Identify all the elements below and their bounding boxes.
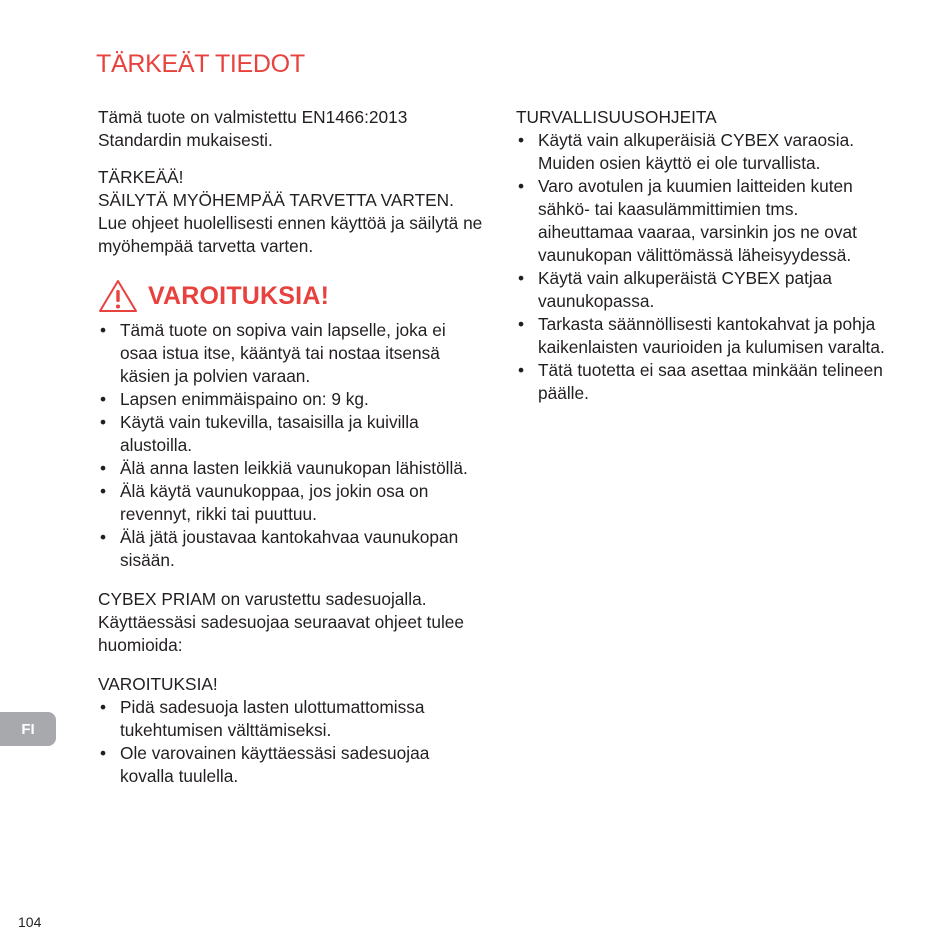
keep-label: SÄILYTÄ MYÖHEMPÄÄ TARVETTA VARTEN. — [98, 190, 454, 210]
rain-warning-item: • Pidä sadesuoja lasten ulottumattomissa tukehtumisen välttämiseksi. — [98, 696, 483, 742]
left-column — [98, 106, 483, 788]
warning-item: • Älä käytä vaunukoppaa, jos jokin osa on revennyt, rikki tai puuttuu. — [98, 480, 483, 526]
safety-item: • Käytä vain alkuperäistä CYBEX patjaa vaunukopassa. — [516, 267, 896, 313]
safety-heading: TURVALLISUUSOHJEITA — [516, 107, 717, 127]
rain-cover-intro: CYBEX PRIAM on varustettu sadesuojalla. Käyttäessäsi sadesuojaa seuraavat ohjeet tulee huomioida: — [98, 589, 465, 655]
safety-item: • Käytä vain alkuperäisiä CYBEX varaosia. Muiden osien käyttö ei ole turvallista. — [516, 129, 896, 175]
warning-item: • Lapsen enimmäispaino on: 9 kg. — [98, 388, 483, 411]
rain-warnings-list — [98, 696, 483, 788]
warning-item: • Käytä vain tukevilla, tasaisilla ja kuivilla alustoilla. — [98, 411, 483, 457]
page-number: 104 — [18, 914, 42, 930]
page-title: TÄRKEÄT TIEDOT — [96, 50, 305, 78]
warning-item: • Älä anna lasten leikkiä vaunukopan lähistöllä. — [98, 457, 483, 480]
intro-text: Tämä tuote on valmistettu EN1466:2013 Standardin mukaisesti. — [98, 107, 408, 150]
important-label: TÄRKEÄÄ! — [98, 167, 184, 187]
language-tab: FI — [0, 712, 56, 746]
warning-triangle-icon — [98, 279, 138, 313]
rain-warning-heading: VAROITUKSIA! — [98, 674, 218, 694]
safety-item: • Varo avotulen ja kuumien laitteiden kuten sähkö- tai kaasulämmittimien tms. aiheuttamaa vaaraa, varsinkin jos ne ovat vaunukopan välittömässä läheisyydessä. — [516, 175, 896, 267]
warning-item: • Älä jätä joustavaa kantokahvaa vaunukopan sisään. — [98, 526, 483, 572]
right-column — [516, 106, 896, 405]
rain-warning-item: • Ole varovainen käyttäessäsi sadesuojaa kovalla tuulella. — [98, 742, 483, 788]
warning-heading — [98, 279, 483, 313]
read-instructions: Lue ohjeet huolellisesti ennen käyttöä ja säilytä ne myöhempää tarvetta varten. — [98, 213, 483, 256]
safety-item: • Tätä tuotetta ei saa asettaa minkään telineen päälle. — [516, 359, 896, 405]
warning-heading-text: VAROITUKSIA! — [148, 281, 330, 310]
safety-item: • Tarkasta säännöllisesti kantokahvat ja pohja kaikenlaisten vaurioiden ja kulumisen varalta. — [516, 313, 896, 359]
warning-item: • Tämä tuote on sopiva vain lapselle, joka ei osaa istua itse, kääntyä tai nostaa itsensä käsien ja polvien varaan. — [98, 319, 483, 388]
warnings-list — [98, 319, 483, 572]
safety-list — [516, 129, 896, 405]
